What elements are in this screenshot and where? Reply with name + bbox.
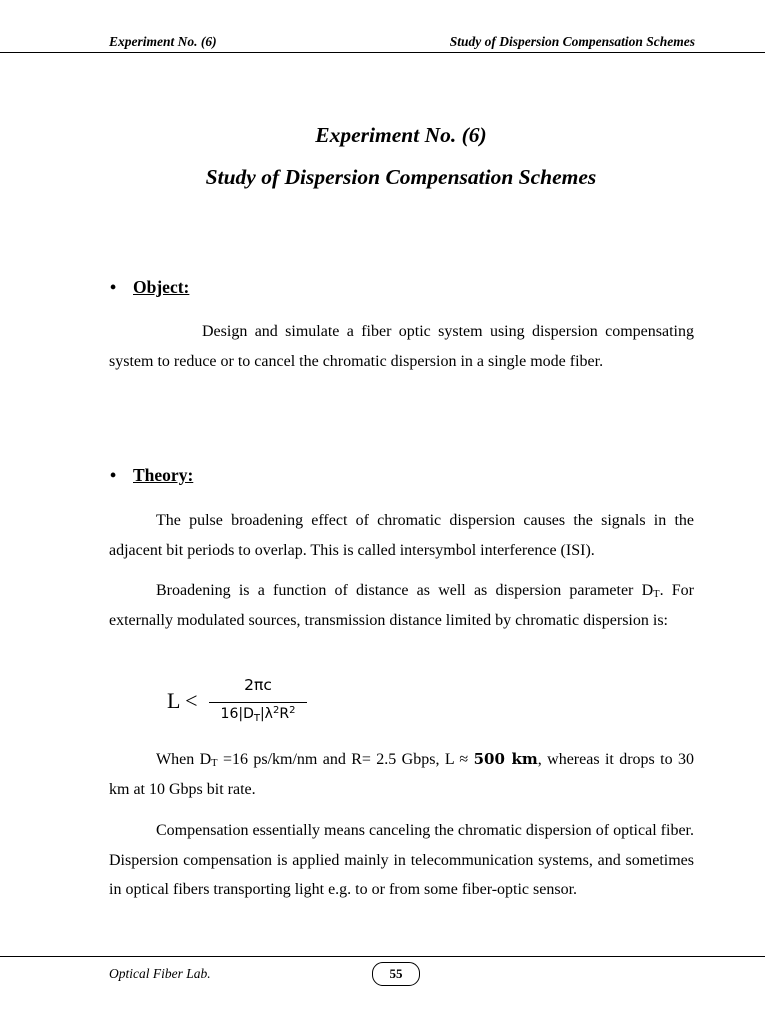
- paragraph-text: . For externally modulated sources, transmission distance limited by chromatic dispersion is:: [109, 582, 694, 629]
- formula-lhs: L <: [167, 688, 198, 713]
- object-section-heading: [110, 277, 189, 298]
- footer-rule: [0, 956, 765, 957]
- object-paragraph: Design and simulate a fiber optic system using dispersion compensating system to reduce or to cancel the chromatic dispersion in a single mode fiber.: [109, 323, 694, 370]
- theory-paragraph-4: Compensation essentially means canceling the chromatic dispersion of optical fiber. Dispersion compensation is applied mainly in telecommunication systems, and sometimes in optical fibers transporting light e.g. to or from some fiber-optic sensor.: [109, 822, 694, 898]
- den-subscript: T: [253, 713, 260, 724]
- theory-heading: Theory:: [133, 465, 194, 485]
- formula-denominator: [209, 706, 307, 722]
- paragraph-text: When D: [156, 751, 212, 768]
- den-part: 16|D: [220, 706, 254, 722]
- footer-lab-name: Optical Fiber Lab.: [109, 966, 211, 981]
- object-heading: Object:: [133, 277, 190, 297]
- theory-paragraph-2: [109, 576, 694, 635]
- page-title: Experiment No. (6): [315, 123, 487, 147]
- den-superscript: 2: [289, 705, 296, 716]
- theory-section-heading: [110, 465, 193, 486]
- paragraph-text: , whereas it drops to 30 km at 10 Gbps bit rate.: [109, 751, 694, 798]
- bullet-icon: •: [110, 277, 117, 297]
- fraction-bar: [209, 702, 307, 703]
- page-number-badge: 55: [372, 962, 420, 986]
- header-rule: [0, 52, 765, 53]
- den-superscript: 2: [272, 705, 280, 716]
- den-part: |λ: [259, 706, 273, 722]
- distance-formula: [165, 676, 325, 736]
- bullet-icon: •: [110, 465, 117, 485]
- theory-paragraph-1: The pulse broadening effect of chromatic dispersion causes the signals in the adjacent bit periods to overlap. This is called intersymbol interference (ISI).: [109, 512, 694, 559]
- subscript: T: [211, 758, 218, 769]
- subscript: T: [653, 589, 660, 600]
- paragraph-text: =16 ps/km/nm and R= 2.5 Gbps, L ≈: [217, 751, 474, 768]
- running-header-left: Experiment No. (6): [109, 34, 217, 49]
- paragraph-text: Broadening is a function of distance as well as dispersion parameter D: [156, 582, 654, 599]
- distance-value: 500 km: [473, 750, 538, 768]
- den-part: R: [279, 706, 290, 722]
- formula-numerator: 2πc: [244, 676, 272, 694]
- page-subtitle: Study of Dispersion Compensation Schemes: [205, 165, 597, 189]
- theory-paragraph-3: [109, 745, 694, 804]
- running-header-right: Study of Dispersion Compensation Schemes: [449, 34, 695, 49]
